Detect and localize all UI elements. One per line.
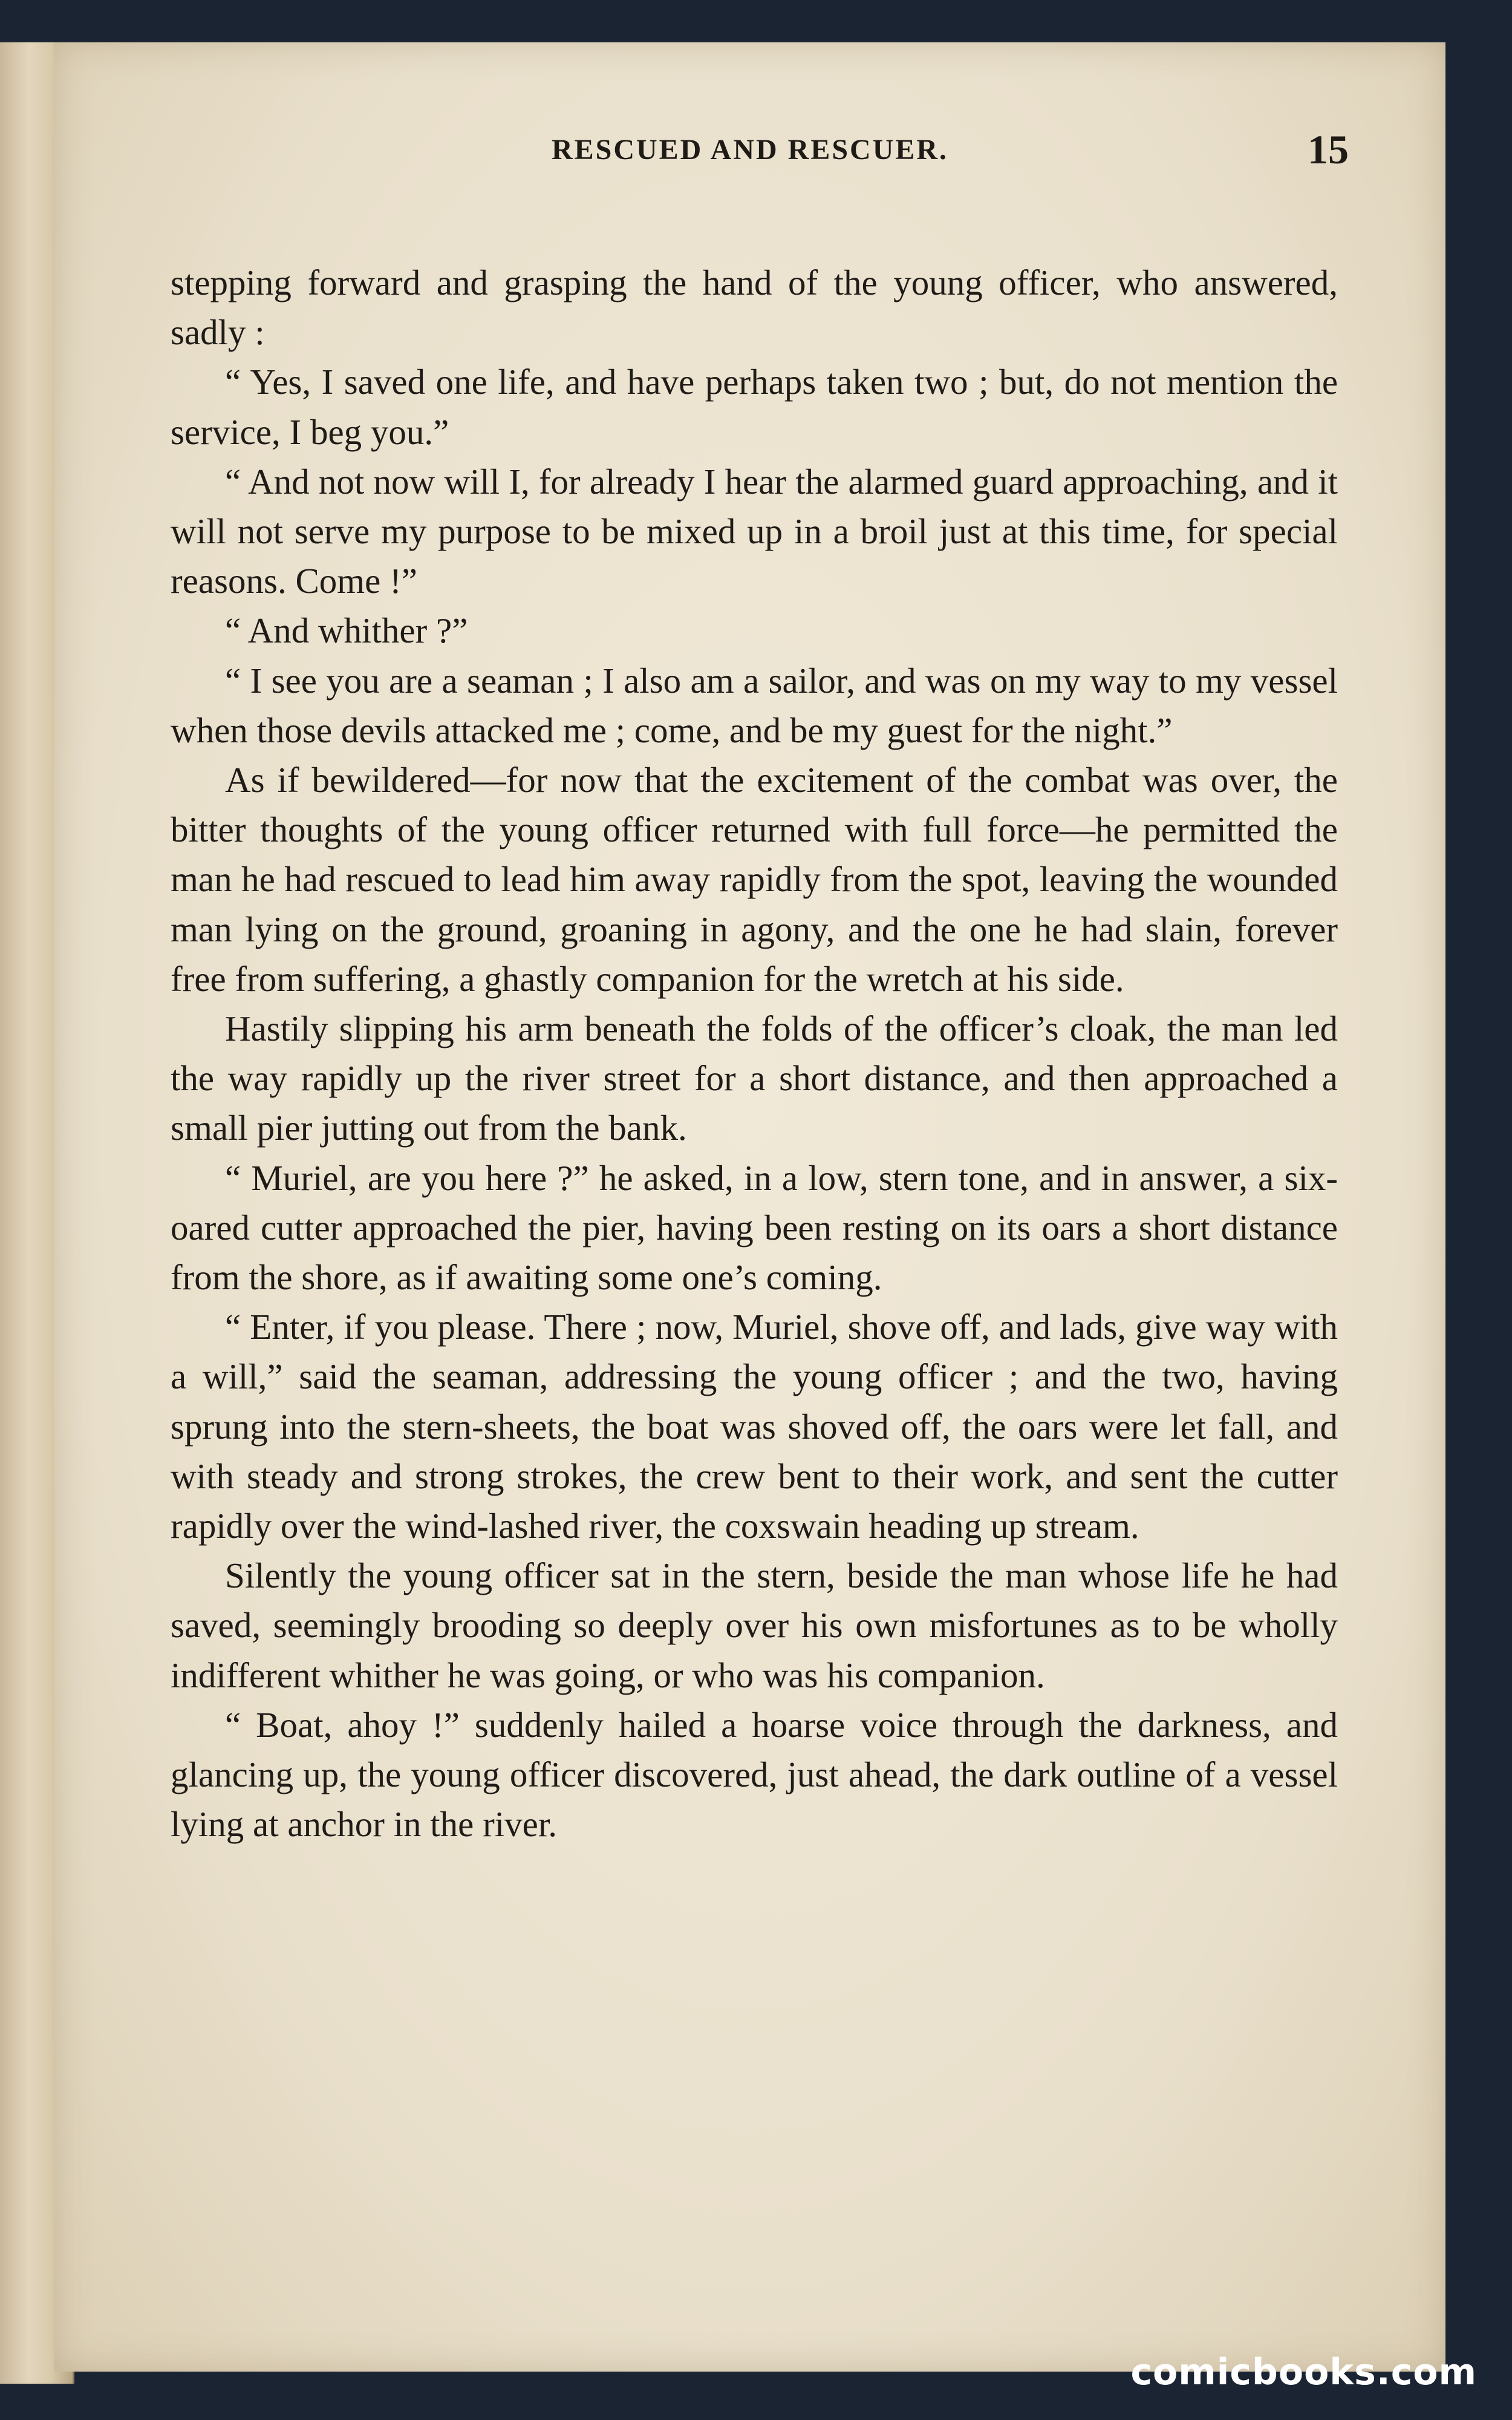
page-header [54, 126, 1445, 194]
book-page [54, 42, 1445, 2372]
page-number: 15 [1308, 126, 1349, 172]
paragraph: “ Enter, if you please. There ; now, Muriel, shove off, and lads, give way with a will,” said the seaman, addressing the young officer ; and the two, having sprung into the stern-sheets, the boat was shoved off, the oars were let fall, and with steady and strong strokes, the crew bent to their work, and sent the cutter rapidly over the wind-lashed river, the coxswain heading up stream. [171, 1307, 1338, 1546]
paragraph: Silently the young officer sat in the stern, beside the man whose life he had saved, seemingly brooding so deeply over his own misfortunes as to be wholly indifferent whither he was going, or who was his companion. [171, 1555, 1338, 1695]
source-watermark: comicbooks.com [1130, 2351, 1477, 2393]
paragraph: “ I see you are a seaman ; I also am a sailor, and was on my way to my vessel when those devils attacked me ; come, and be my guest for the night.” [171, 660, 1338, 750]
paragraph: “ Muriel, are you here ?” he asked, in a low, stern tone, and in answer, a six-oared cutter approached the pier, having been resting on its oars a short distance from the shore, as if awaiting some one’s coming. [171, 1157, 1338, 1298]
page-text [171, 258, 1338, 1849]
running-head: RESCUED AND RESCUER. [551, 134, 949, 166]
paragraph: stepping forward and grasping the hand of the young officer, who answered, sadly : [171, 263, 1338, 353]
paragraph: As if bewildered—for now that the excitement of the combat was over, the bitter thoughts of the young officer returned with full force—he permitted the man he had rescued to lead him away rapidly from the spot, leaving the wounded man lying on the ground, groaning in agony, and the one he had slain, forever free from suffering, a ghastly companion for the wretch at his side. [171, 760, 1338, 999]
paragraph: “ And whither ?” [225, 610, 468, 651]
paragraph: “ Boat, ahoy !” suddenly hailed a hoarse voice through the darkness, and glancing up, the young officer discovered, just ahead, the dark outline of a vessel lying at anchor in the river. [171, 1704, 1338, 1845]
paragraph: Hastily slipping his arm beneath the folds of the officer’s cloak, the man led the way rapidly up the river street for a short distance, and then approached a small pier jutting out from the bank. [171, 1009, 1338, 1148]
paragraph: “ Yes, I saved one life, and have perhaps taken two ; but, do not mention the service, I beg you.” [171, 362, 1338, 452]
paragraph: “ And not now will I, for already I hear the alarmed guard approaching, and it will not serve my purpose to be mixed up in a broil just at this time, for special reasons. Come !” [171, 461, 1338, 601]
